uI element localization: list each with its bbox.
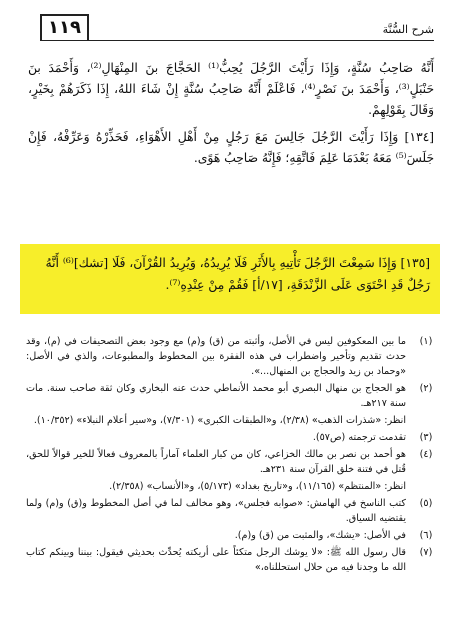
- footnote-number: (٤): [419, 449, 433, 460]
- book-title: شرح السُّنَّة: [382, 23, 434, 36]
- footnote: [26, 496, 440, 526]
- main-text: [28, 58, 434, 173]
- footnotes: [26, 334, 440, 577]
- footnote-text: هو الحجاج بن منهال البصري أبو محمد الأنماطي حدث عنه البخاري وكان ثقة صاحب سنة. مات سنة ٢١٧هـ.: [26, 383, 406, 409]
- footnote-number: (٦): [419, 530, 433, 541]
- footnote: [26, 545, 440, 575]
- footnote: [26, 381, 440, 411]
- footnote-text: تقدمت ترجمته (ص٥٧).: [312, 432, 406, 443]
- paragraph-1: أَنَّهُ صَاحِبُ سُنَّةٍ، وَإِذَا رَأَيْتَ الرَّجُلَ يُحِبُّ⁽¹⁾ الحَجَّاجَ بنَ المِنْهَالِ⁽²⁾، وَأَحْمَدَ بنَ حَنْبَلٍ⁽³⁾، وَأَحْمَدَ بنَ نَصْرٍ⁽⁴⁾، فَاعْلَمْ أَنَّهُ صَاحِبُ سُنَّةٍ إِنْ شَاءَ اللهُ، إِذَا ذَكَرَهُمْ بِخَيْرٍ، وَقَالَ بِقَوْلِهِمْ.: [28, 61, 434, 117]
- footnote: [26, 430, 440, 445]
- footnote-text: ما بين المعكوفين ليس في الأصل، وأثبته من (ق) و(م) مع وجود بعض التصحيفات في (م)، وقد حدث تقديم وتأخير واضطراب في هذه الفقرة بين المخطوط والمطبوعات، والذي في الأصل: «وحماد بن زيد والحجاج بن المنهال...».: [26, 336, 406, 377]
- footnote-number: (٧): [419, 547, 433, 558]
- footnote: [26, 447, 440, 477]
- paragraph-135: [١٣٥] وَإِذَا سَمِعْتَ الرَّجُلَ تَأْتِيهِ بِالأَثَرِ فَلَا يُرِيدُهُ، وَيُرِيدُ القُرْآنَ، فَلَا [تشك]⁽⁶⁾ أَنَّهُ رَجُلٌ قَدِ احْتَوَى عَلَى الزَّنْدَقَةِ، [١٧/أ] فَقُمْ مِنْ عِنْدِهِ⁽⁷⁾.: [45, 256, 430, 292]
- footnote: [26, 334, 440, 379]
- footnote: [26, 528, 440, 543]
- footnote-text: في الأصل: «يشك»، والمثبت من (ق) و(م).: [234, 530, 406, 541]
- footnote-number: (٢): [419, 383, 433, 394]
- footnote-reference: انظر: «شذرات الذهب» (٢/٣٨)، و«الطبقات الكبرى» (٧/٣٠١)، و«سير أعلام النبلاء» (١٠/٣٥٢).: [33, 415, 406, 426]
- footnote-number: (١): [419, 336, 433, 347]
- page-number: ١١٩: [40, 14, 89, 40]
- page-header: [40, 10, 434, 41]
- footnote-reference: انظر: «المنتظم» (١١/١٦٥)، و«تاريخ بغداد» (٥/١٧٣)، و«الأنساب» (٢/٣٥٨).: [109, 481, 406, 492]
- footnote-text: هو أحمد بن نصر بن مالك الخزاعي، كان من كبار العلماء آماراً بالمعروف فعالاً للخير قوالاً للحق، قُتل في فتنة خلق القرآن سنة ٢٣١هـ.: [26, 449, 406, 475]
- footnote-number: (٥): [419, 498, 433, 509]
- footnote-text: قال رسول الله ﷺ: «لا يوشك الرجل متكئاً على أريكته يُحدِّث بحديثي فيقول: بيننا وبينكم كتاب الله ما وجدنا فيه من حلال استحللناه،»: [26, 547, 406, 573]
- highlighted-paragraph: [20, 244, 440, 314]
- paragraph-134: [١٣٤] وَإِذَا رَأَيْتَ الرَّجُلَ جَالِسَ مَعَ رَجُلٍ مِنْ أَهْلِ الأَهْوَاءِ، فَحَذِّرْهُ وَعَرِّفْهُ، فَإِنْ جَلَسَ⁽⁵⁾ مَعَهُ بَعْدَمَا عَلِمَ فَاتَّقِهِ؛ فَإِنَّهُ صَاحِبُ هَوًى.: [28, 130, 434, 165]
- footnote-text: كتب الناسخ في الهامش: «صوابه فجلس»، وهو مخالف لما في أصل المخطوط و(ق) و(م) ولما يقتضيه السياق.: [26, 498, 406, 524]
- footnote-number: (٣): [419, 432, 433, 443]
